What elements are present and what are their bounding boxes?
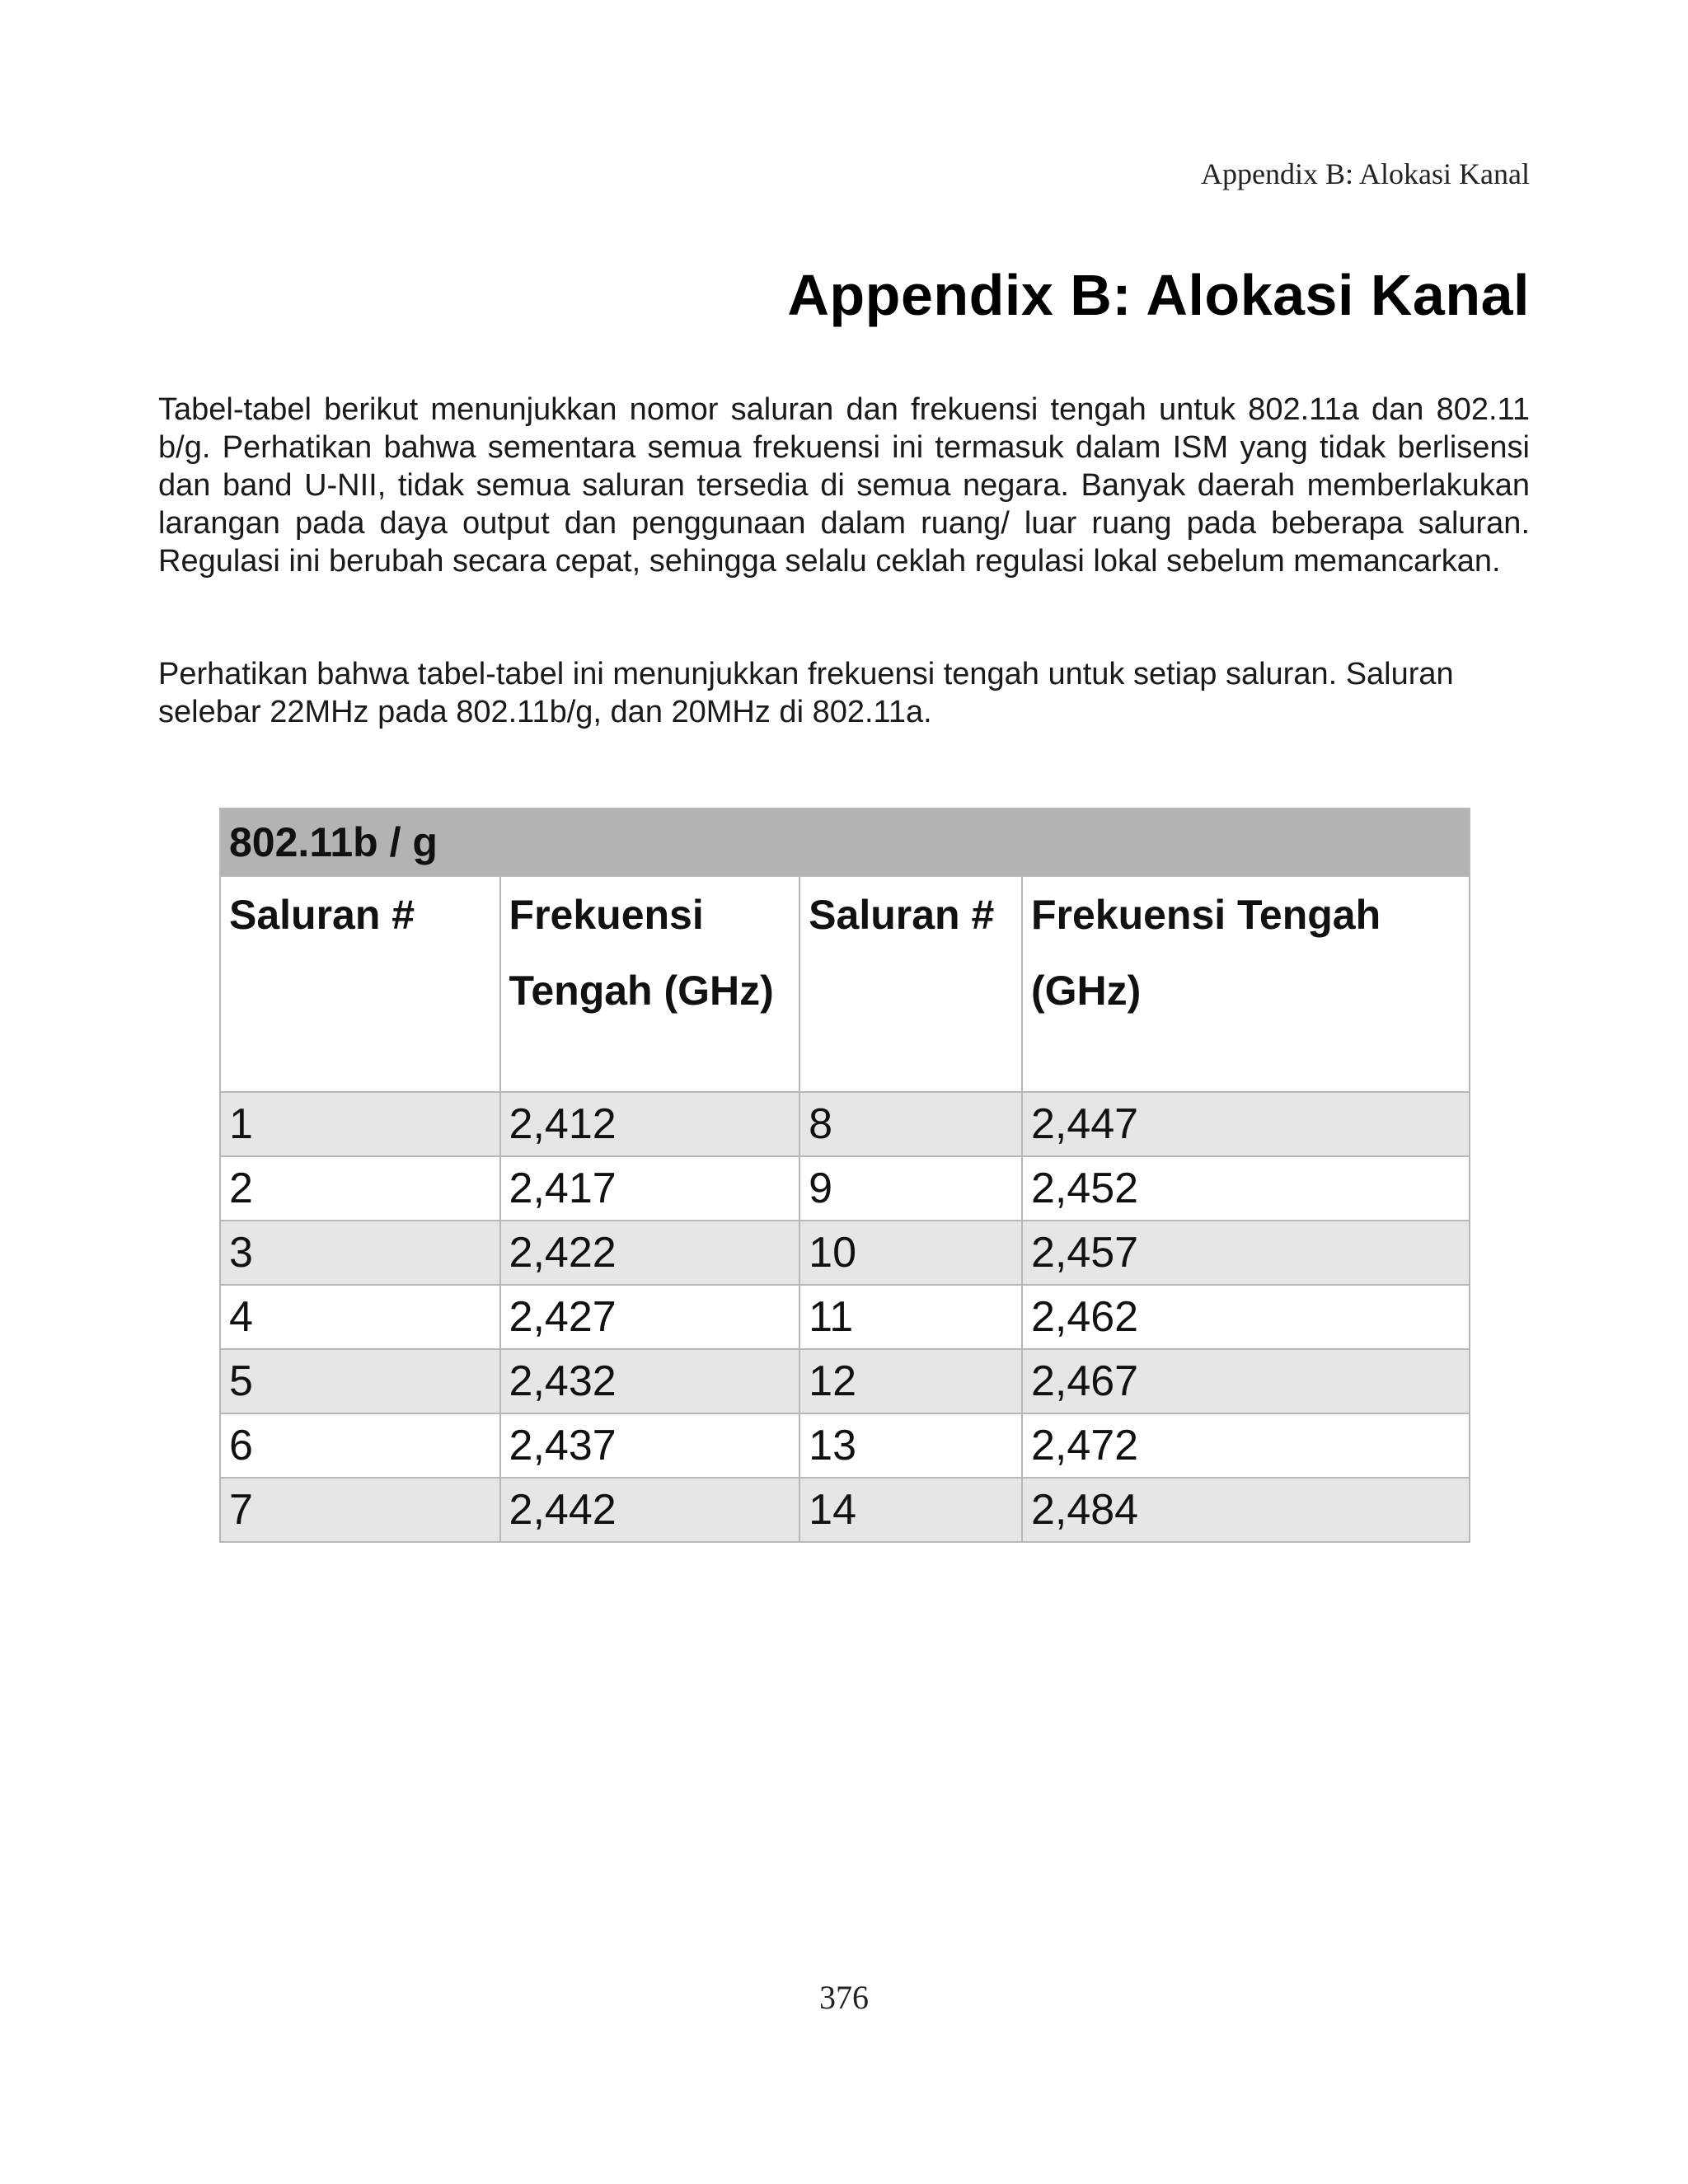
table-cell: 2 bbox=[220, 1156, 500, 1221]
table-row bbox=[220, 1221, 1470, 1285]
table-cell: 4 bbox=[220, 1285, 500, 1349]
table-cell: 2,452 bbox=[1022, 1156, 1470, 1221]
table-cell: 2,457 bbox=[1022, 1221, 1470, 1285]
table-cell: 2,462 bbox=[1022, 1285, 1470, 1349]
table-cell: 2,467 bbox=[1022, 1349, 1470, 1413]
table-group-header-row bbox=[220, 808, 1470, 876]
page-title: Appendix B: Alokasi Kanal bbox=[787, 263, 1530, 327]
table-cell: 2,422 bbox=[500, 1221, 800, 1285]
table-cell: 13 bbox=[799, 1413, 1022, 1478]
note-paragraph: Perhatikan bahwa tabel-tabel ini menunjukkan frekuensi tengah untuk setiap saluran. Saluran selebar 22MHz pada 802.11b/g, dan 20MHz di 802.11a. bbox=[158, 657, 1454, 729]
table-row bbox=[220, 1349, 1470, 1413]
table-row bbox=[220, 1156, 1470, 1221]
table-row bbox=[220, 1413, 1470, 1478]
table-cell: 8 bbox=[799, 1092, 1022, 1156]
column-header-frequency-2: Frekuensi Tengah (GHz) bbox=[1022, 876, 1470, 1092]
column-header-channel-2: Saluran # bbox=[799, 876, 1022, 1092]
table-row bbox=[220, 1285, 1470, 1349]
table-cell: 2,447 bbox=[1022, 1092, 1470, 1156]
table-group-header: 802.11b / g bbox=[220, 808, 1470, 876]
column-header-frequency-1: Frekuensi Tengah (GHz) bbox=[500, 876, 800, 1092]
table-cell: 2,432 bbox=[500, 1349, 800, 1413]
table-cell: 2,484 bbox=[1022, 1478, 1470, 1542]
page-number: 376 bbox=[819, 1979, 869, 2016]
table-row bbox=[220, 1478, 1470, 1542]
table-cell: 11 bbox=[799, 1285, 1022, 1349]
table-cell: 10 bbox=[799, 1221, 1022, 1285]
table-cell: 14 bbox=[799, 1478, 1022, 1542]
running-header: Appendix B: Alokasi Kanal bbox=[1201, 157, 1530, 190]
table-cell: 2,437 bbox=[500, 1413, 800, 1478]
table-header-row bbox=[220, 876, 1470, 1092]
table-row bbox=[220, 1092, 1470, 1156]
column-header-channel-1: Saluran # bbox=[220, 876, 500, 1092]
table-cell: 6 bbox=[220, 1413, 500, 1478]
table-cell: 1 bbox=[220, 1092, 500, 1156]
table-cell: 12 bbox=[799, 1349, 1022, 1413]
intro-paragraph: Tabel-tabel berikut menunjukkan nomor saluran dan frekuensi tengah untuk 802.11a dan 802.11 b/g. Perhatikan bahwa sementara semua frekuensi ini termasuk dalam ISM yang tidak berlisensi dan band U-NII, tidak semua saluran tersedia di semua negara. Banyak daerah memberlakukan larangan pada daya output dan penggunaan dalam ruang/ luar ruang pada beberapa saluran. Regulasi ini berubah secara cepat, sehingga selalu ceklah regulasi lokal sebelum memancarkan. bbox=[158, 392, 1530, 579]
table-cell: 2,412 bbox=[500, 1092, 800, 1156]
table-cell: 3 bbox=[220, 1221, 500, 1285]
table-cell: 2,442 bbox=[500, 1478, 800, 1542]
table-cell: 9 bbox=[799, 1156, 1022, 1221]
table-cell: 7 bbox=[220, 1478, 500, 1542]
table-cell: 2,472 bbox=[1022, 1413, 1470, 1478]
channel-table bbox=[219, 808, 1470, 1543]
table-cell: 5 bbox=[220, 1349, 500, 1413]
table-cell: 2,427 bbox=[500, 1285, 800, 1349]
table-cell: 2,417 bbox=[500, 1156, 800, 1221]
